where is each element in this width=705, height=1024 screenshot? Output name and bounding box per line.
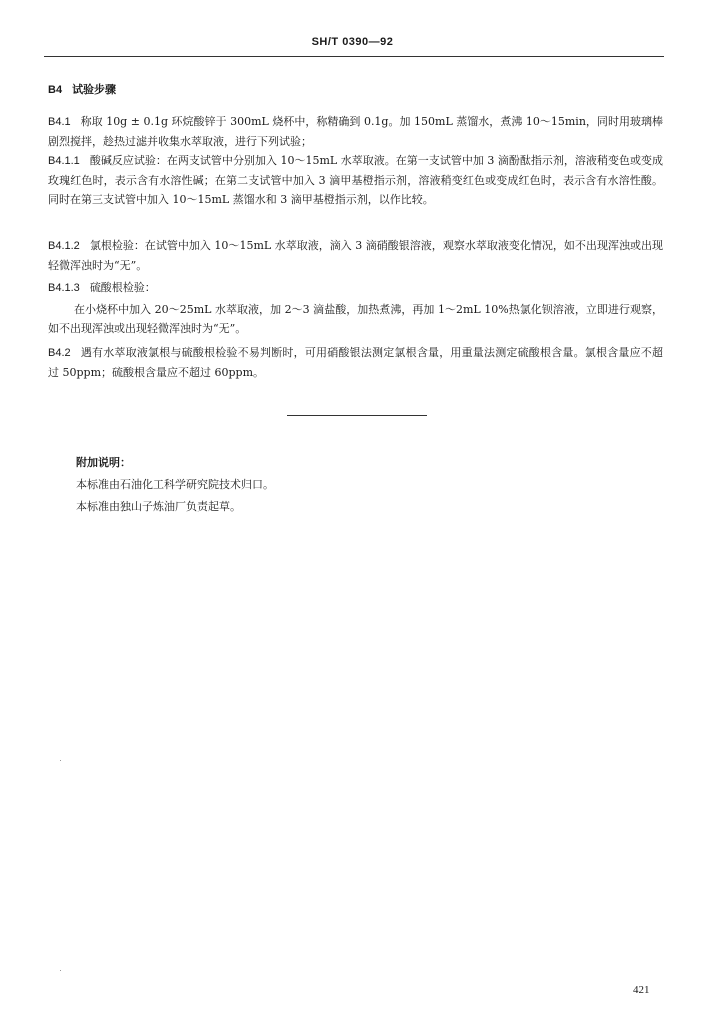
paragraph-text: 氯根检验：在试管中加入 10～15mL 水萃取液，滴入 3 滴硝酸银溶液，观察水萃取液变化情况，如不出现浑浊或出现轻微浑浊时为“无”。	[48, 239, 663, 272]
paragraph-b4-1-3-body	[48, 300, 663, 338]
paragraph-b4-1-3	[48, 278, 663, 298]
section-code: B4	[48, 84, 63, 96]
paragraph-text: 硫酸根检验：	[89, 281, 156, 294]
page-number: 421	[633, 984, 650, 996]
appendix-line: 本标准由独山子炼油厂负责起草。	[76, 500, 241, 513]
section-heading	[48, 80, 663, 100]
section-title: 试验步骤	[72, 83, 117, 96]
scan-speck	[60, 970, 61, 971]
paragraph-code: B4.1	[48, 116, 71, 128]
header-rule	[44, 56, 664, 57]
paragraph-text: 在小烧杯中加入 20～25mL 水萃取液，加 2～3 滴盐酸，加热煮沸，再加 1～2mL 10%热氯化钡溶液，立即进行观察，如不出现浑浊或出现轻微浑浊时为“无”。	[48, 303, 663, 335]
paragraph-b4-1	[48, 112, 663, 151]
paragraph-b4-2	[48, 343, 663, 382]
paragraph-code: B4.1.1	[48, 155, 80, 167]
paragraph-code: B4.2	[48, 347, 71, 359]
paragraph-code: B4.1.2	[48, 240, 80, 252]
page-header-standard-code: SH/T 0390—92	[311, 36, 394, 48]
appendix-line: 本标准由石油化工科学研究院技术归口。	[76, 478, 274, 491]
section-divider	[287, 415, 427, 416]
scan-speck	[60, 760, 61, 761]
appendix-title: 附加说明：	[76, 456, 131, 469]
appendix	[76, 452, 274, 518]
paragraph-code: B4.1.3	[48, 282, 80, 294]
paragraph-b4-1-2	[48, 236, 663, 275]
paragraph-text: 酸碱反应试验：在两支试管中分别加入 10～15mL 水萃取液。在第一支试管中加 3 滴酚酞指示剂，溶液稍变色或变成玫瑰红色时，表示含有水溶性碱；在第二支试管中加入 3 滴甲基橙指示剂，溶液稍变红色或变成红色时，表示含有水溶性酸。同时在第三支试管中加入 10～15mL 蒸馏水和 3 滴甲基橙指示剂，以作比较。	[48, 154, 663, 206]
paragraph-text: 称取 10g ± 0.1g 环烷酸锌于 300mL 烧杯中，称精确到 0.1g。加 150mL 蒸馏水，煮沸 10～15min，同时用玻璃棒剧烈搅拌，趁热过滤并收集水萃取液，进行下列试验；	[48, 115, 663, 148]
paragraph-text: 遇有水萃取液氯根与硫酸根检验不易判断时，可用硝酸银法测定氯根含量，用重量法测定硫酸根含量。氯根含量应不超过 50ppm；硫酸根含量应不超过 60ppm。	[48, 346, 663, 379]
paragraph-b4-1-1	[48, 151, 663, 209]
